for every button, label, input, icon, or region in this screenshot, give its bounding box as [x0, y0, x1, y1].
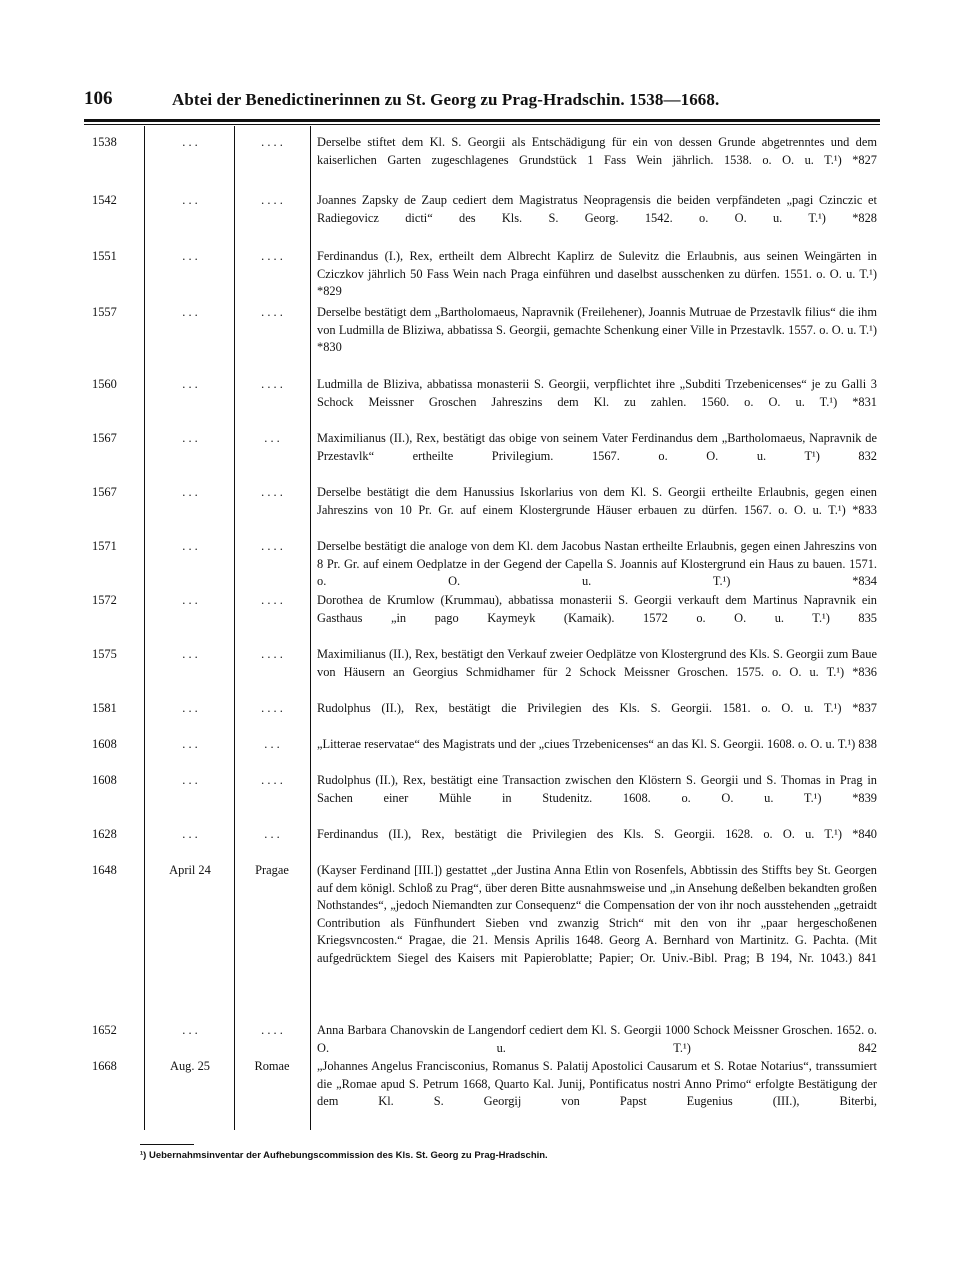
entry-date: . . . — [182, 1023, 198, 1037]
entry-place: . . . — [264, 431, 280, 445]
entry-place: . . . . — [261, 773, 283, 787]
header-rule-thin — [84, 124, 880, 125]
entry-text: Derselbe stiftet dem Kl. S. Georgii als Entschädigung für ein von dessen Grunde abgetrenntes und dem kaiserlichen Garten zugeschlagenes Grundstück 1 Fass Wein jährlich. 1538. o. O. u. T.¹) *827 — [317, 135, 877, 167]
entry-place: . . . . — [261, 249, 283, 263]
entry-year: 1572 — [92, 593, 117, 607]
entry-place: . . . . — [261, 647, 283, 661]
entry-date: . . . — [182, 827, 198, 841]
entry-date: . . . — [182, 305, 198, 319]
entry-place: . . . . — [261, 593, 283, 607]
entry-text: „Johannes Angelus Francisconius, Romanus S. Palatij Apostolici Causarum et S. Rotae Notarius“, transsumiert die „Romae apud S. Petrum 1668, Quarto Kal. Junij, Pontificatus nostri Anno Primo“ erfolgte Bestätigung der dem Kl. S. Georgij von Papst Eugenius (III.), Biterbi, — [317, 1059, 877, 1109]
page-header — [84, 88, 880, 114]
entry-place: . . . . — [261, 701, 283, 715]
entry-text: Ludmilla de Bliziva, abbatissa monasterii S. Georgii, verpflichtet ihre „Subditi Trzebenicenses“ je zu Galli 3 Schock Meissner Groschen Jahreszins dem Kl. zu zahlen. 1560. o. O. u. T.¹) *831 — [317, 377, 877, 409]
entry-date: . . . — [182, 539, 198, 553]
column-divider-place — [234, 126, 235, 1130]
entry-place: Pragae — [255, 863, 289, 877]
entry-place: . . . . — [261, 1023, 283, 1037]
running-title: Abtei der Benedictinerinnen zu St. Georg zu Prag-Hradschin. 1538—1668. — [172, 90, 720, 109]
entry-year: 1608 — [92, 773, 117, 787]
entry-place: . . . . — [261, 539, 283, 553]
entry-year: 1581 — [92, 701, 117, 715]
entry-date: . . . — [182, 647, 198, 661]
entry-date: . . . — [182, 701, 198, 715]
entry-place: . . . — [264, 737, 280, 751]
entry-year: 1608 — [92, 737, 117, 751]
entry-year: 1560 — [92, 377, 117, 391]
entry-year: 1538 — [92, 135, 117, 149]
header-rule-thick — [84, 119, 880, 122]
entry-year: 1557 — [92, 305, 117, 319]
entry-year: 1567 — [92, 485, 117, 499]
entry-date: . . . — [182, 485, 198, 499]
entry-text: (Kayser Ferdinand [III.]) gestattet „der Justina Anna Etlin von Rosenfels, Abbtissin des Stiffts bey St. Georgen auf dem königl. Schloß zu Prag“, über deren Bitte ausnahmsweise und „in Ansehung deßelben bekandten großen Nothstandes“, „jedoch Niemandten zur Consequenz“ die Compensation der von ihr noch ausstehenden „getraidt Contribution als Fünfhundert Sieben vnd zwanzig Strich“ mit den von ihr „paar hergeschoßenen Kriegsvncosten.“ Pragae, die 21. Mensis Aprilis 1648. Georg A. Bernhard von Martinitz. G. Pachta. (Mit aufgedrücktem Siegel des Kaisers mit Papieroblatte; Papier; Or. Univ.-Bibl. Prag; B 194, Nr. 1043.) 841 — [317, 863, 877, 965]
entry-date: . . . — [182, 737, 198, 751]
entry-date: April 24 — [169, 863, 211, 877]
entry-place: Romae — [254, 1059, 290, 1073]
entry-date: . . . — [182, 773, 198, 787]
entry-year: 1648 — [92, 863, 117, 877]
entry-text: Anna Barbara Chanovskin de Langendorf cediert dem Kl. S. Georgii 1000 Schock Meissner Groschen. 1652. o. O. u. T.¹) 842 — [317, 1023, 877, 1055]
page-number: 106 — [84, 88, 113, 109]
entry-date: . . . — [182, 135, 198, 149]
entry-place: . . . . — [261, 135, 283, 149]
entry-year: 1575 — [92, 647, 117, 661]
entry-date: Aug. 25 — [170, 1059, 210, 1073]
entry-place: . . . — [264, 827, 280, 841]
entry-text: Ferdinandus (II.), Rex, bestätigt die Privilegien des Kls. S. Georgii. 1628. o. O. u. T.¹) *840 — [317, 827, 877, 841]
column-divider-date — [144, 126, 145, 1130]
entry-date: . . . — [182, 377, 198, 391]
entry-place: . . . . — [261, 305, 283, 319]
entry-place: . . . . — [261, 193, 283, 207]
entry-year: 1551 — [92, 249, 117, 263]
entry-text: Maximilianus (II.), Rex, bestätigt das obige von seinem Vater Ferdinandus dem „Bartholomaeus, Napravnik de Przestavlk“ ertheilte Privilegium. 1567. o. O. u. T¹) 832 — [317, 431, 877, 463]
entry-text: Derselbe bestätigt die dem Hanussius Iskorlarius von dem Kl. S. Georgii ertheilte Erlaubnis, gegen einen Jahreszins von 10 Pr. Gr. auf einem Klostergrunde Häuser erbauen zu dürfen. 1567. o. O. u. T.¹) *833 — [317, 485, 877, 517]
entry-place: . . . . — [261, 377, 283, 391]
footnote-rule — [140, 1144, 194, 1145]
entry-year: 1652 — [92, 1023, 117, 1037]
entry-year: 1571 — [92, 539, 117, 553]
entry-year: 1628 — [92, 827, 117, 841]
entry-year: 1567 — [92, 431, 117, 445]
entry-text: Derselbe bestätigt die analoge von dem Kl. dem Jacobus Nastan ertheilte Erlaubnis, gegen einen Jahreszins von 8 Pr. Gr. auf einem Oedplatze in der Gegend der Capella S. Joannis auf Klostergrund ein Haus zu bauen. 1571. o. O. u. T.¹) *834 — [317, 539, 877, 589]
entry-place: . . . . — [261, 485, 283, 499]
entry-date: . . . — [182, 431, 198, 445]
entry-year: 1668 — [92, 1059, 117, 1073]
entry-date: . . . — [182, 249, 198, 263]
entry-text: Dorothea de Krumlow (Krummau), abbatissa monasterii S. Georgii verkauft dem Martinus Napravnik ein Gasthaus „in pago Kaymeyk (Kamaik). 1572 o. O. u. T.¹) 835 — [317, 593, 877, 625]
entry-text: Ferdinandus (I.), Rex, ertheilt dem Albrecht Kaplirz de Sulevitz die Erlaubnis, aus seinen Weingärten in Cziczkov jährlich 50 Fass Wein nach Praga einführen und daselbst ausschenken zu dürfen. 1551. o. O. u. T.¹) *829 — [317, 249, 877, 299]
entry-text: „Litterae reservatae“ des Magistrats und der „ciues Trzebenicenses“ an das Kl. S. Georgii. 1608. o. O. u. T.¹) 838 — [317, 737, 877, 751]
column-divider-text — [310, 126, 311, 1130]
entry-text: Rudolphus (II.), Rex, bestätigt die Privilegien des Kls. S. Georgii. 1581. o. O. u. T.¹) *837 — [317, 701, 877, 715]
entry-date: . . . — [182, 193, 198, 207]
entry-date: . . . — [182, 593, 198, 607]
footnote: ¹) Uebernahmsinventar der Aufhebungscommission des Kls. St. Georg zu Prag-Hradschin. — [140, 1150, 548, 1161]
entry-text: Maximilianus (II.), Rex, bestätigt den Verkauf zweier Oedplätze von Klostergrund des Kls. S. Georgii zum Baue von Häusern an Georgius Schmidhamer für 2 Schock Meissner Groschen. 1575. o. O. u. T.¹) *836 — [317, 647, 877, 679]
entry-text: Derselbe bestätigt dem „Bartholomaeus, Napravnik (Freilehener), Joannis Mutruae de Przestavlk filius“ die ihm von Ludmilla de Bliziwa, abbatissa S. Georgii, gemachte Schenkung einer Ville in Przestavlk. 1557. o. O. u. T.¹) *830 — [317, 305, 877, 355]
entry-text: Rudolphus (II.), Rex, bestätigt eine Transaction zwischen den Klöstern S. Georgii und S. Thomas in Prag in Sachen einer Mühle in Studenitz. 1608. o. O. u. T.¹) *839 — [317, 773, 877, 805]
entry-text: Joannes Zapsky de Zaup cediert dem Magistratus Neopragensis die beiden verpfändeten „pagi Czinczic et Radiegovicz dicti“ des Kls. S. Georg. 1542. o. O. u. T.¹) *828 — [317, 193, 877, 225]
entry-year: 1542 — [92, 193, 117, 207]
